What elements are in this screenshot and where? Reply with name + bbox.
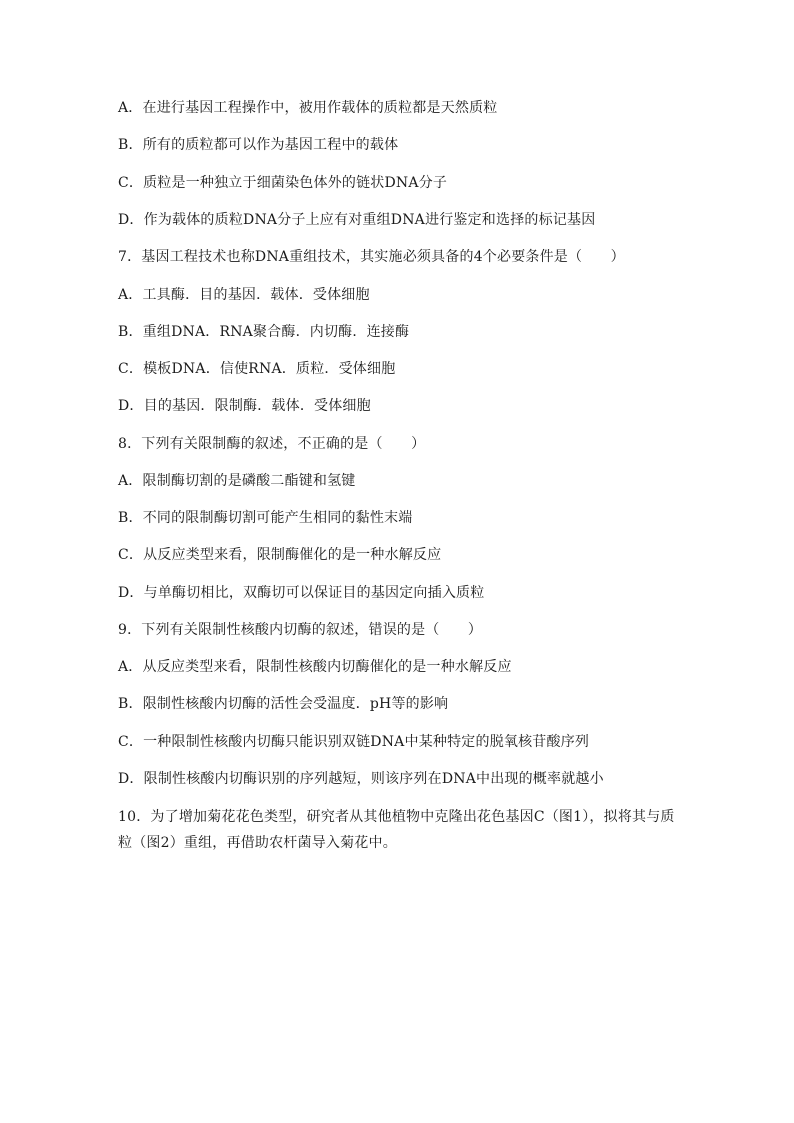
q9-option-a: A．从反应类型来看，限制性核酸内切酶催化的是一种水解反应 xyxy=(118,659,512,675)
q7-stem: 7．基因工程技术也称DNA重组技术，其实施必须具备的4个必要条件是（ ） xyxy=(118,249,625,265)
q8-option-b: B．不同的限制酶切割可能产生相同的黏性末端 xyxy=(118,510,413,526)
q7-option-d: D．目的基因．限制酶．载体．受体细胞 xyxy=(118,398,371,414)
q7-option-a: A．工具酶．目的基因．载体．受体细胞 xyxy=(118,287,370,303)
q9-option-d: D．限制性核酸内切酶识别的序列越短，则该序列在DNA中出现的概率就越小 xyxy=(118,771,604,787)
q8-option-c: C．从反应类型来看，限制酶催化的是一种水解反应 xyxy=(118,547,442,563)
q10-stem: 10．为了增加菊花花色类型，研究者从其他植物中克隆出花色基因C（图1），拟将其与质粒（图2）重组，再借助农杆菌导入菊花中。 xyxy=(118,809,675,851)
q6-option-a: A．在进行基因工程操作中，被用作载体的质粒都是天然质粒 xyxy=(118,100,498,116)
q6-option-b: B．所有的质粒都可以作为基因工程中的载体 xyxy=(118,137,399,153)
q8-stem: 8．下列有关限制酶的叙述，不正确的是（ ） xyxy=(118,436,426,452)
q9-option-c: C．一种限制性核酸内切酶只能识别双链DNA中某种特定的脱氧核苷酸序列 xyxy=(118,734,590,750)
q7-option-c: C．模板DNA．信使RNA．质粒．受体细胞 xyxy=(118,361,396,377)
q9-option-b: B．限制性核酸内切酶的活性会受温度．pH等的影响 xyxy=(118,696,449,712)
q8-option-d: D．与单酶切相比，双酶切可以保证目的基因定向插入质粒 xyxy=(118,585,485,601)
q6-option-c: C．质粒是一种独立于细菌染色体外的链状DNA分子 xyxy=(118,175,448,191)
q8-option-a: A．限制酶切割的是磷酸二酯键和氢键 xyxy=(118,473,356,489)
q7-option-b: B．重组DNA．RNA聚合酶．内切酶．连接酶 xyxy=(118,324,410,340)
q9-stem: 9．下列有关限制性核酸内切酶的叙述，错误的是（ ） xyxy=(118,622,483,638)
q6-option-d: D．作为载体的质粒DNA分子上应有对重组DNA进行鉴定和选择的标记基因 xyxy=(118,212,596,228)
